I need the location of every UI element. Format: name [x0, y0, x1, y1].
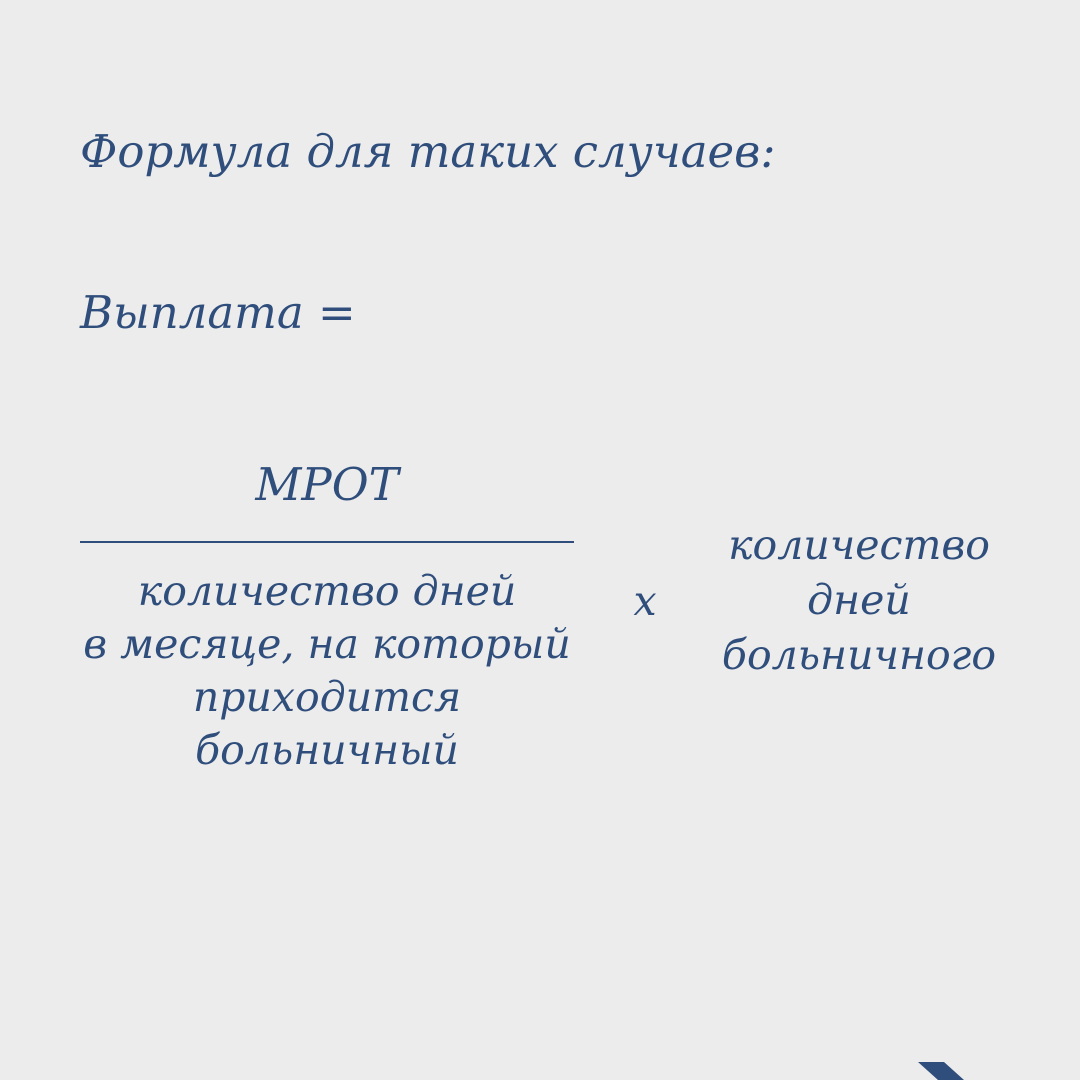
chevron-right-icon[interactable] [918, 1062, 978, 1080]
multiply-operator: х [633, 577, 657, 625]
multiplier-line: больничного [721, 631, 997, 679]
formula-fraction [80, 455, 574, 777]
denominator-line: в месяце, на который [83, 620, 571, 668]
formula-lhs: Выплата = [80, 286, 356, 339]
denominator-line: количество дней [137, 567, 517, 615]
formula-multiplier [708, 518, 1010, 683]
multiplier-line: количество [728, 521, 990, 569]
fraction-numerator: МРОТ [255, 458, 399, 511]
denominator-line: больничный [195, 726, 459, 774]
fraction-bar [80, 541, 574, 543]
fraction-denominator [80, 565, 574, 777]
page-heading: Формула для таких случаев: [80, 125, 776, 178]
multiplier-line: дней [807, 576, 911, 624]
denominator-line: приходится [192, 673, 462, 721]
